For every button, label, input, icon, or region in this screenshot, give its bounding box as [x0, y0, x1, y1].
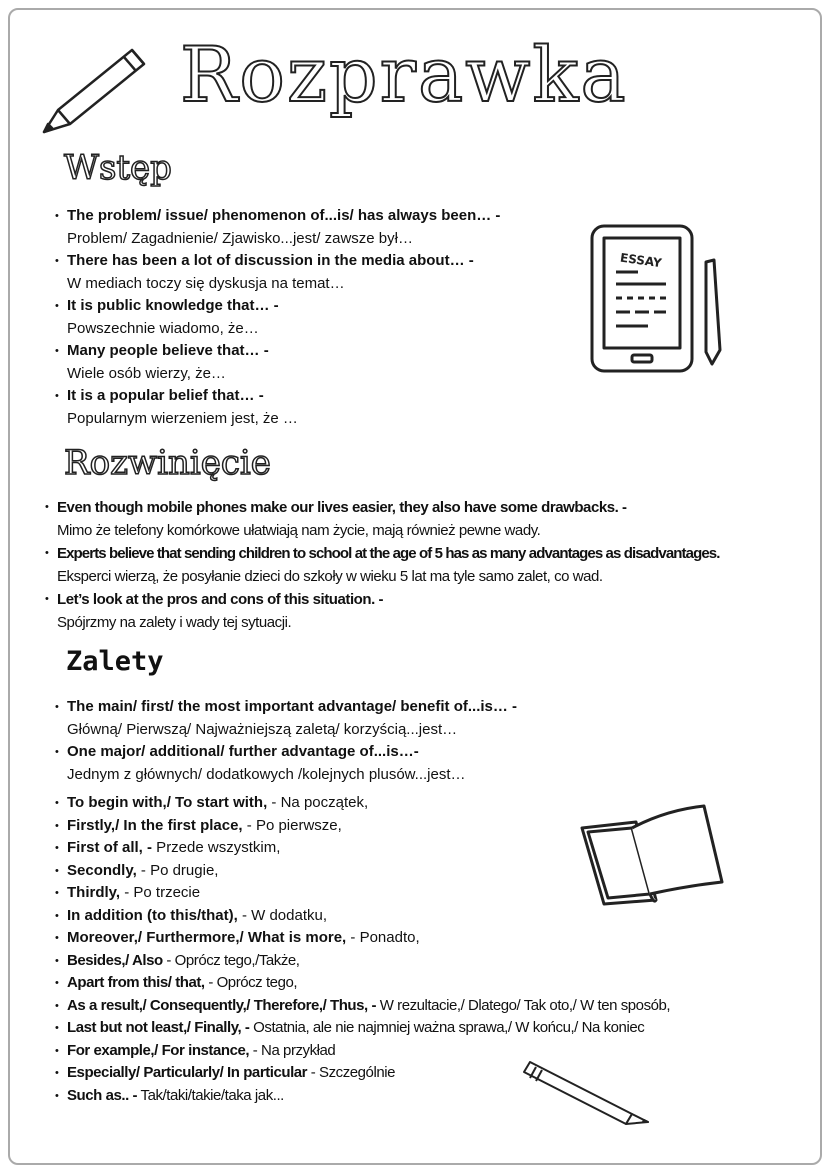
- open-book-icon: [576, 800, 731, 910]
- phrase-pl: - Po trzecie: [120, 884, 201, 901]
- phrase-pl: - Oprócz tego,: [204, 974, 298, 991]
- phrase-en: Let’s look at the pros and cons of this situation. -: [57, 591, 384, 608]
- phrase-en: Last but not least,/ Finally, -: [67, 1019, 250, 1036]
- phrase-pl: - Na przykład: [249, 1041, 336, 1059]
- phrase-pl: - Po drugie,: [136, 861, 219, 879]
- phrase-pl: Tak/taki/takie/taka jak...: [137, 1086, 284, 1104]
- phrase-pl: Spójrzmy na zalety i wady tej sytuacji.: [57, 614, 292, 631]
- phrase-en: Especially/ Particularly/ In particular: [67, 1064, 308, 1081]
- phrase-pl: Ostatnia, ale nie najmniej ważna sprawa,/ W końcu,/ Na koniec: [249, 1019, 645, 1036]
- phrase-pl: W rezultacie,/ Dlatego/ Tak oto,/ W ten sposób,: [376, 996, 671, 1014]
- phrase-en: First of all, -: [67, 839, 153, 856]
- list-item: [67, 250, 500, 295]
- list-item: [67, 696, 517, 741]
- phrase-en: The problem/ issue/ phenomenon of...is/ has always been… -: [67, 207, 501, 224]
- heading-zalety: Zalety: [66, 646, 164, 677]
- phrase-en: For example,/ For instance,: [67, 1041, 250, 1059]
- phrase-pl: Popularnym wierzeniem jest, że …: [67, 409, 298, 427]
- list-item: [67, 385, 500, 430]
- phrase-pl: - Szczególnie: [307, 1064, 395, 1081]
- phrase-en: In addition (to this/that),: [67, 906, 238, 924]
- essay-tablet-icon: [588, 222, 738, 382]
- wstep-list: [67, 205, 500, 430]
- list-item: [57, 496, 719, 542]
- phrase-en: Secondly,: [67, 861, 137, 879]
- phrase-pl: - W dodatku,: [237, 906, 328, 924]
- phrase-en: The main/ first/ the most important advantage/ benefit of...is… -: [67, 698, 518, 715]
- phrase-en: Thirdly,: [67, 884, 121, 901]
- phrase-pl: Główną/ Pierwszą/ Najważniejszą zaletą/ korzyścią...jest…: [67, 720, 458, 738]
- phrase-pl: W mediach toczy się dyskusja na temat…: [67, 274, 345, 292]
- phrase-en: There has been a lot of discussion in the media about… -: [67, 252, 474, 269]
- essay-label: ESSAY: [619, 250, 663, 271]
- linker-item: [67, 927, 670, 950]
- phrase-pl: Wiele osób wierzy, że…: [67, 364, 226, 382]
- list-item: [67, 340, 500, 385]
- page-title: Rozprawka: [180, 30, 628, 119]
- list-item: [67, 295, 500, 340]
- linker-item: [67, 1017, 670, 1040]
- linker-item: [67, 972, 670, 995]
- phrase-pl: - Na początek,: [267, 794, 369, 811]
- list-item: [67, 741, 517, 786]
- list-item: [67, 205, 500, 250]
- phrase-pl: Jednym z głównych/ dodatkowych /kolejnych plusów...jest…: [67, 765, 466, 783]
- pencil-icon: [36, 40, 151, 140]
- phrase-en: It is a popular belief that… -: [67, 387, 264, 404]
- phrase-en: As a result,/ Consequently,/ Therefore,/ Thus, -: [67, 996, 377, 1014]
- list-item: [57, 588, 719, 634]
- phrase-en: Firstly,/ In the first place,: [67, 816, 243, 834]
- heading-rozwiniecie: Rozwinięcie: [64, 443, 271, 483]
- phrase-pl: Przede wszystkim,: [152, 839, 281, 856]
- pencil-icon: [520, 1058, 655, 1128]
- phrase-pl: Eksperci wierzą, że posyłanie dzieci do szkoły w wieku 5 lat ma tyle samo zalet, co wad.: [57, 568, 603, 585]
- phrase-pl: - Po pierwsze,: [242, 816, 342, 834]
- phrase-en: Apart from this/ that,: [67, 974, 205, 991]
- phrase-pl: - Ponadto,: [346, 929, 420, 946]
- phrase-pl: Powszechnie wiadomo, że…: [67, 319, 259, 337]
- rozwiniecie-list: [57, 496, 719, 634]
- phrase-pl: Mimo że telefony komórkowe ułatwiają nam życie, mają również pewne wady.: [57, 522, 541, 539]
- heading-wstep: Wstęp: [64, 148, 172, 188]
- list-item: [57, 542, 719, 588]
- phrase-pl: Problem/ Zagadnienie/ Zjawisko...jest/ zawsze był…: [67, 229, 413, 247]
- linker-item: [67, 950, 670, 973]
- phrase-en: Many people believe that… -: [67, 342, 269, 359]
- phrase-en: It is public knowledge that… -: [67, 297, 279, 314]
- phrase-pl: - Oprócz tego,/Także,: [162, 951, 300, 969]
- phrase-en: To begin with,/ To start with,: [67, 794, 268, 811]
- phrase-en: Experts believe that sending children to school at the age of 5 has as many advantages as disadvantages.: [57, 545, 720, 562]
- phrase-en: Besides,/ Also: [67, 951, 163, 969]
- zalety-list: [67, 696, 517, 786]
- phrase-en: Moreover,/ Furthermore,/ What is more,: [67, 929, 347, 946]
- phrase-en: Such as.. -: [67, 1086, 138, 1104]
- linker-item: [67, 995, 670, 1018]
- phrase-en: One major/ additional/ further advantage of...is…-: [67, 743, 419, 760]
- phrase-en: Even though mobile phones make our lives easier, they also have some drawbacks. -: [57, 499, 627, 516]
